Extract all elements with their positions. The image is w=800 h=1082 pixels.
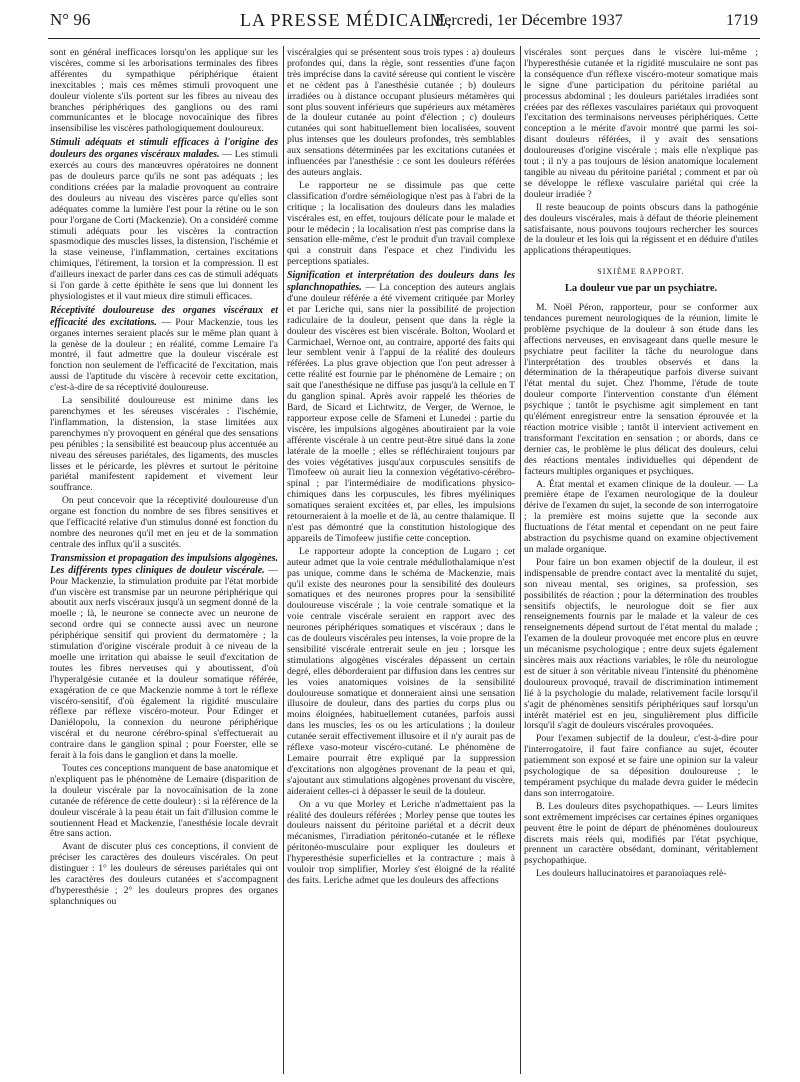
paragraph: Pour l'examen subjectif de la douleur, c'est-à-dire pour l'interrogatoire, il faut faire confiance au sujet, écouter patiemment son exposé et se faire une opinion sur la valeur psychologique de sa déposition douloureuse ; le tempérament psychique du malade devra guider le médecin dans son interrogatoire.: [524, 733, 758, 799]
running-header: [50, 10, 758, 34]
section-label: SIXIÈME RAPPORT.: [597, 267, 685, 277]
page-number: 1719: [726, 12, 758, 29]
section-title: La douleur vue par un psychiatre.: [564, 283, 718, 295]
column-2: [287, 48, 515, 1073]
paragraph: On peut concevoir que la réceptivité douloureuse d'un organe est fonction du nombre de ses fibres sensitives et que l'efficacité relative d'un stimulus donné est fonction du nombre des neurones qu'il met en jeu et de la sommation centrale des influx qu'il a suscités.: [50, 495, 278, 550]
paragraph: Pour faire un bon examen objectif de la douleur, il est indispensable de prendre contact avec la mentalité du sujet, son niveau mental, ses origines, sa profession, ses possibilités de réaction ; pour la détermination des troubles sensitifs objectifs, le neurologue doit se fier aux renseignements fournis par le malade et la valeur de ces renseignements dépend surtout de l'état mental du malade ; l'examen de la douleur provoquée met encore plus en œuvre un mécanisme psychologique ; entre deux sujets également sincères mais aux réactions variables, le rôle du neurologue est de situer à son véritable niveau l'intensité du phénomène douloureux provoqué, travail de discrimination intimement lié à la psychologie du malade, relativement facile lorsqu'il s'agit de phénomènes sensitifs périphériques sauf lorsqu'un intérêt matériel est en jeu, singulièrement plus difficile lorsqu'il s'agit de douleurs viscérales provoquées.: [524, 556, 758, 732]
column-divider-2: [520, 46, 521, 1074]
subheading: Transmission et propagation des impulsions algogènes. Les différents types cliniques de douleur viscérale.: [50, 552, 278, 576]
subheading: Réceptivité douloureuse des organes viscéraux et efficacité des excitations.: [50, 304, 278, 328]
paragraph: M. Noël Péron, rapporteur, pour se conformer aux tendances purement neurologiques de la réunion, limite le problème psychique de la douleur à son étude dans les affections nerveuses, en envisageant dans quelle mesure le psychiatre peut faciliter la tâche du neurologue dans l'interprétation des troubles observés et dans la détermination de la thérapeutique parfois diverse suivant l'état mental du sujet. Chez l'homme, l'étude de toute douleur comporte l'intervention constante d'un élément psychique ; tantôt le psychisme agit simplement en tant qu'élément enregistreur entre la sensation éprouvée et la réaction motrice visible ; tantôt il intervient activement en transformant l'excitation en sensation ; or abords, dans ce dernier cas, le problème le plus délicat des douleurs, celui des réactions mentales individuelles qui dépendent de facteurs multiples organiques et psychiques.: [524, 302, 758, 477]
paragraph-text: — Pour Mackenzie, tous les organes internes seraient placés sur le même plan quant à la genèse de la douleur ; en réalité, comme Lemaire l'a montré, il faut admettre que la douleur viscérale est fonction non seulement de l'efficacité de l'excitation, mais aussi de l'aptitude du viscère à recevoir cette excitation, c'est-à-dire de sa réceptivité douloureuse.: [50, 316, 278, 394]
paragraph-text: — Pour Mackenzie, la stimulation produite par l'état morbide d'un viscère est transmise par un neurone périphérique qui aboutit aux nerfs viscéraux jusqu'à un segment donné de la moelle ; là, le neurone se connecte avec un neurone de second ordre qui se connecte aussi avec un neurone périphérique sensitif qui provient du dermatomère ; la stimulation d'origine viscérale produit à ce niveau de la moelle une irritation qui abaisse le seuil d'excitation de toutes les fibres nerveuses qui y aboutissent, d'où l'hyperalgésie cutanée et la douleur somatique référée, exagération de ce que Mackenzie nomme à tort le réflexe viscéro-sensitif, d'où également la rigidité musculaire réflexe par réflexe viscéro-moteur. Pour Edinger et Daniélopolu, la connexion du neurone périphérique viscéral et du neurone cérébro-spinal s'effectuerait au contraire dans le ganglion spinal ; pour Foerster, elle se ferait à la fois dans le ganglion et dans la moelle.: [50, 564, 278, 762]
paragraph: Les douleurs hallucinatoires et paranoïaques relè-: [536, 868, 727, 880]
paragraph: Le rapporteur adopte la conception de Lugaro ; cet auteur admet que la voie centrale médullothalamique n'est pas unique, comme dans le schéma de Mackenzie, mais qu'il existe des neurones pour la sensibilité des douleurs somatiques et des neurones propres pour la sensibilité douloureuse viscérale ; la voie centrale somatique et la voie centrale viscérale seraient en rapport avec des neurones périphériques somatiques et viscéraux ; dans le cas de douleurs viscérales peu intenses, la voie propre de la sensibilité viscérale entrerait seule en jeu ; lorsque les stimulations algogènes viscérales dépassent un certain degré, elles déborderaient par diffusion dans les centres sur les voies anatomiques voisines de la sensibilité douloureuse somatique et donneraient ainsi une sensation illusoire de douleur, dans des parties du corps plus ou moins éloignées, habituellement cutanées, parfois aussi dans les muscles, les os ou les articulations ; la douleur cutanée serait effectivement illusoire et il n'y aurait pas de réflexe vaso-moteur viscéro-cutané. Le phénomène de Lemaire pourrait être expliqué par la suppression d'excitations non algogènes provenant de la peau et qui, s'ajoutant aux stimulations algogènes provenant du viscère, aideraient celles-ci à dépasser le seuil de la douleur.: [287, 545, 515, 797]
subheading: Signification et interprétation des douleurs dans les splanchnopathies.: [287, 270, 515, 294]
paragraph: Avant de discuter plus ces conceptions, il convient de préciser les caractères des douleurs viscérales. On peut distinguer : 1° les douleurs de séreuses pariétales qui ont les caractères des douleurs cutanées et s'accompagnent d'hyperesthésie ; 2° les douleurs propres des organes splanchniques ou: [50, 841, 278, 907]
paragraph-text: — La conception des auteurs anglais d'une douleur référée a été vivement critiquée par Morley et par Leriche qui, sans nier la possibilité de projection radiculaire de la douleur, pensent que dans la règle la douleur des viscères est bien viscérale. Bolton, Woolard et Carmichael, Wernoe ont, au contraire, apporté des faits qui leur semblent venir à l'appui de la réalité des douleurs référées. La plus grave objection que l'on peut adresser à cette réalité est fournie par le phénomène de Lemaire ; on sait que l'anesthésique ne diffuse pas jusqu'à la cellule en T du ganglion spinal. Après avoir rappelé les théories de Bard, de Sicard et Lichtwitz, de Verger, de Wernoe, le rapporteur expose celle de Sfameni et Lunedei : partie du viscère, les impulsions algogènes aboutiraient par la voie afférente viscérale à un centre peut-être situé dans la zone latérale de la moelle ; elles se réfléchiraient toujours par des voies végétatives jusqu'aux corpuscules sensitifs de Timofeew où aurait lieu la connexion végétativo-cérébro-spinal ; par l'intermédiaire de modifications physico-chimiques dans les corpuscules, les fibres myéliniques somatiques seraient excitées et, par elles, les impulsions retourneraient à la moelle et de là, au centre thalamique. Il n'est pas démontré que la constitution histologique des appareils de Timofeew justifie cette conception.: [287, 282, 515, 544]
paragraph: viscéralgies qui se présentent sous trois types : a) douleurs profondes qui, dans la règle, sont ressenties d'une façon très imprécise dans la cavité séreuse qui contient le viscère et ne cèdent pas à l'anesthésie cutanée ; b) douleurs irradiées ou à distance occupant plusieurs métamères qui sont plus souvent inférieurs que supérieurs aux métamères de la douleur cutanée au point d'élection ; c) douleurs cutanées qui sont habituellement bien localisées, souvent plus intenses que les douleurs profondes, très semblables aux sensations déterminées par les excitations cutanées et influencées par l'anesthésie : ce sont les douleurs référées des auteurs anglais.: [287, 48, 515, 178]
paragraph-text: — Les stimuli exercés au cours des manœuvres opératoires ne donnent pas de douleurs parce qu'ils ne sont pas adéquats ; les conditions créées par la maladie provoquent au contraire des douleurs au niveau des viscères parce qu'elles sont adéquates comme la lumière l'est pour la rétine ou le son pour l'organe de Corti (Mackenzie). On a considéré comme stimuli adéquats pour les viscères la contraction spasmodique des muscles lisses, la distension, l'ischémie et la stase veineuse, l'inflammation, certaines excitations chimiques, l'étirement, la torsion et la compression. Il est d'ailleurs inexact de parler dans ces cas de stimuli adéquats si l'on garde à cette épithète le sens que lui donnent les physiologistes et il vaut mieux dire stimuli efficaces.: [50, 149, 278, 302]
header-rule: [48, 38, 760, 39]
paragraph: Toutes ces conceptions manquent de base anatomique et n'expliquent pas le phénomène de Lemaire (disparition de la douleur viscérale par la novocaïnisation de la zone cutanée de référence de cette douleur) : si la référence de la douleur viscérale à la peau était un fait d'illusion comme le soutiennent Head et Mackenzie, l'anesthésie locale devrait être sans action.: [50, 763, 278, 840]
issue-number: N° 96: [50, 10, 91, 29]
paragraph: Le rapporteur ne se dissimule pas que cette classification d'ordre séméiologique n'est pas à l'abri de la critique ; la localisation des douleurs dans les maladies viscérales est, en effet, toujours délicate pour le malade et pour le médecin ; la localisation n'est pas comprise dans la sensation elle-même, c'est le produit d'un travail complexe qui a construit dans l'espace et chez l'individu les perceptions spatiales.: [287, 179, 515, 268]
issue-date: Mercredi, 1er Décembre 1937: [430, 12, 623, 29]
journal-title: LA PRESSE MÉDICALE,: [240, 10, 453, 30]
paragraph: sont en général inefficaces lorsqu'on les applique sur les viscères, comme si les arborisations terminales des fibres afférentes du sympathique périphérique étaient inexcitables ; mais ces mêmes stimuli provoquent une douleur violente s'ils portent sur les fibres au niveau des branches périphériques des ganglions ou des rami communicantes et le blocage novocaïnique des fibres insensibilise les viscères pathologiquement douloureux.: [50, 48, 278, 135]
subheading: Stimuli adéquats et stimuli efficaces à l'origine des douleurs des organes viscéraux malades.: [50, 137, 278, 161]
paragraph: B. Les douleurs dites psychopathiques. — Leurs limites sont extrêmement imprécises car certaines épines organiques peuvent être le point de départ de phénomènes douloureux discrets mais réels qui, modifiés par l'état psychique, prennent un caractère obsédant, dominant, véritablement psychopathique.: [524, 800, 758, 867]
paragraph: A. État mental et examen clinique de la douleur. — La première étape de l'examen neurologique de la douleur dérive de l'examen du sujet, la seconde de son interrogatoire ; la première est moins sujette que la seconde aux fluctuations de l'état mental et cependant on ne peut faire abstraction du psychisme quand on examine objectivement un malade organique.: [524, 478, 758, 555]
paragraph: La sensibilité douloureuse est minime dans les parenchymes et les séreuses viscérales : l'ischémie, l'inflammation, la distension, la stase limitées aux parenchymes n'y provoquent en général que des sensations peu pénibles ; la sensibilité est beaucoup plus accentuée au niveau des séreuses pariétales, des ligaments, des muscles lisses et le péricarde, les plèvres et surtout le péritoine pariétal manifestent rapidement et vivement leur souffrance.: [50, 395, 278, 494]
column-divider-1: [283, 46, 284, 1074]
paragraph: viscérales sont perçues dans le viscère lui-même ; l'hyperesthésie cutanée et la rigidité musculaire ne sont pas la conséquence d'un réflexe viscéro-moteur somatique mais le signe d'une participation du péritoine pariétal au processus abdominal ; les douleurs pariétales irradiées sont créées par des réflexes vasculaires pariétaux qui provoquent l'excitation des terminaisons nerveuses périphériques. Cette conception a le mérite d'avoir montré que parmi les soi-disant douleurs référées, il y avait des sensations douloureuses d'origine viscérale ; mais elle n'explique pas tout ; il n'y a pas toujours de lésion anatomique localement tangible au niveau du péritoine pariétal ; comment et par où se développe le réflexe vasculaire pariétal qui crée la douleur irradiée ?: [524, 48, 758, 200]
paragraph: On a vu que Morley et Leriche n'admettaient pas la réalité des douleurs référées ; Morley pense que toutes les douleurs naissent du péritoine pariétal et a décrit deux mécanismes, l'irradiation péritonéo-cutanée et le réflexe péritonéo-musculaire pour expliquer les douleurs et l'hyperesthésie superficielles et la contracture ; mais à vouloir trop simplifier, Morley s'est éloigné de la réalité des faits. Leriche admet que les douleurs des affections: [287, 798, 515, 886]
paragraph: Il reste beaucoup de points obscurs dans la pathogénie des douleurs viscérales, mais à défaut de théorie pleinement satisfaisante, nous pouvons toujours rechercher les sources de la douleur et les lois qui la régissent et en déduire d'utiles applications thérapeutiques.: [524, 201, 758, 257]
column-1: [50, 48, 278, 1073]
column-3: [524, 48, 758, 1073]
